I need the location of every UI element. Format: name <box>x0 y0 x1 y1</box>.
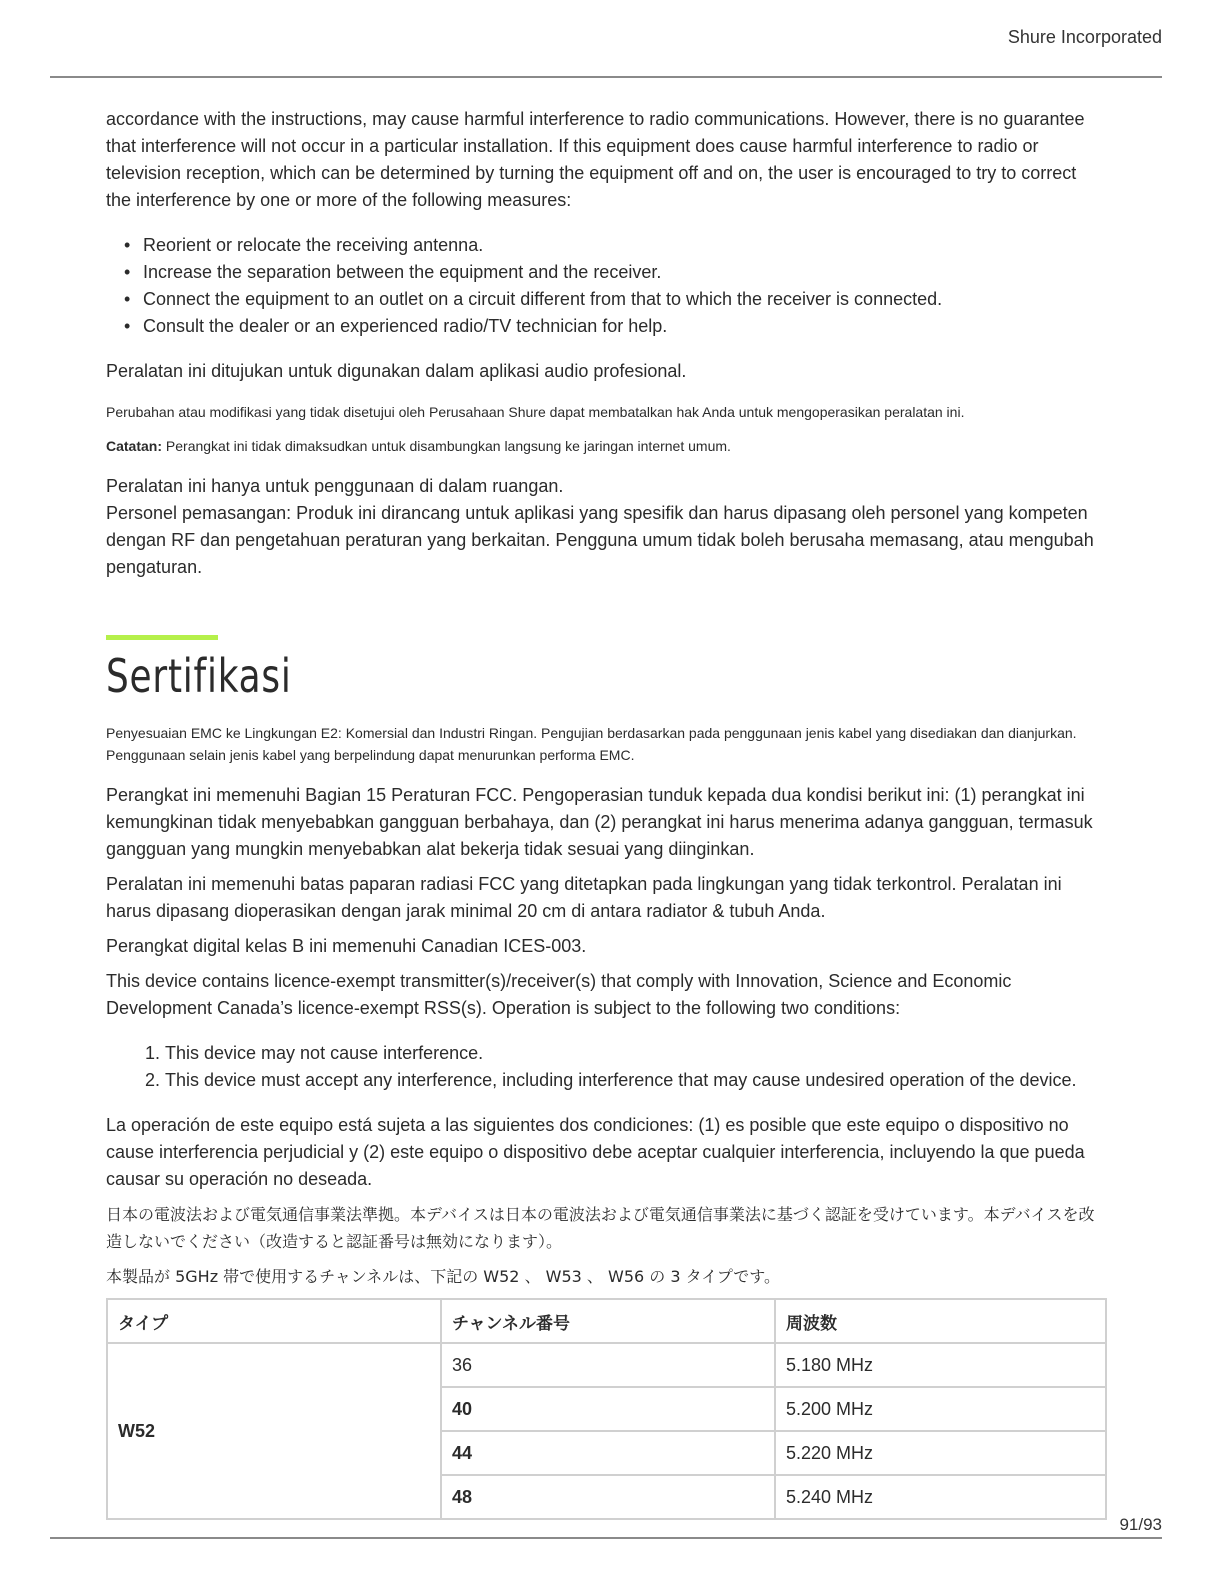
section-title: Sertifikasi <box>106 649 292 703</box>
indoor-use-statement: Peralatan ini hanya untuk penggunaan di dalam ruangan. <box>106 476 564 496</box>
note-paragraph <box>106 435 1106 457</box>
frequency-cell: 5.200 MHz <box>775 1387 1106 1431</box>
list-item: • Consult the dealer or an experienced radio/TV technician for help. <box>143 313 1106 340</box>
page-content <box>106 106 1106 1520</box>
channel-frequency-table <box>106 1298 1107 1520</box>
channel-cell: 44 <box>441 1431 775 1475</box>
modification-warning: Perubahan atau modifikasi yang tidak disetujui oleh Perusahaan Shure dapat membatalkan hak Anda untuk mengoperasikan peralatan ini. <box>106 404 965 420</box>
interference-measures-list <box>106 232 1106 340</box>
fcc-part15-statement: Perangkat ini memenuhi Bagian 15 Peraturan FCC. Pengoperasian tunduk kepada dua kondisi berikut ini: (1) perangkat ini kemungkinan tidak menyebabkan gangguan berbahaya, dan (2) perangkat ini harus menerima adanya gangguan, termasuk gangguan yang mungkin menyebabkan alat bekerja tidak sesuai yang diinginkan. <box>106 785 1093 859</box>
list-item: • Connect the equipment to an outlet on a circuit different from that to which the receiver is connected. <box>143 286 1106 313</box>
column-header-frequency: 周波数 <box>775 1299 1106 1343</box>
channel-cell: 36 <box>441 1343 775 1387</box>
footer-divider <box>50 1537 1162 1539</box>
japanese-channel-statement: 本製品が 5GHz 帯で使用するチャンネルは、下記の W52 、 W53 、 W56 の 3 タイプです。 <box>106 1267 781 1286</box>
section-accent-bar <box>106 635 218 640</box>
emc-statement: Penyesuaian EMC ke Lingkungan E2: Komersial dan Industri Ringan. Pengujian berdasarkan pada penggunaan jenis kabel yang disediakan dan dianjurkan. Penggunaan selain jenis kabel yang berpelindung dapat menurunkan performa EMC. <box>106 725 1077 763</box>
japanese-radio-statement: 日本の電波法および電気通信事業法準拠。本デバイスは日本の電波法および電気通信事業法に基づく認証を受けています。本デバイスを改造しないでください（改造すると認証番号は無効になります）。 <box>106 1205 1095 1251</box>
channel-cell: 48 <box>441 1475 775 1519</box>
column-header-type: タイプ <box>107 1299 441 1343</box>
list-item: 1. This device may not cause interference. <box>165 1040 1106 1067</box>
spanish-statement: La operación de este equipo está sujeta a las siguientes dos condiciones: (1) es posible que este equipo o dispositivo no cause interferencia perjudicial y (2) este equipo o dispositivo debe aceptar cualquier interferencia, incluyendo la que pueda causar su operación no deseada. <box>106 1115 1085 1189</box>
header-company-name: Shure Incorporated <box>1007 27 1162 47</box>
list-item: 2. This device must accept any interference, including interference that may cause undesired operation of the device. <box>165 1067 1106 1094</box>
note-label: Catatan: <box>106 438 163 454</box>
channel-cell: 40 <box>441 1387 775 1431</box>
pro-audio-statement: Peralatan ini ditujukan untuk digunakan dalam aplikasi audio profesional. <box>106 361 687 381</box>
list-item: • Increase the separation between the equipment and the receiver. <box>143 259 1106 286</box>
ised-statement: This device contains licence-exempt transmitter(s)/receiver(s) that comply with Innovation, Science and Economic Development Canada’s licence-exempt RSS(s). Operation is subject to the following two conditions: <box>106 971 1012 1018</box>
type-cell: W52 <box>107 1343 441 1519</box>
table-header-row <box>107 1299 1106 1343</box>
installation-statement: Personel pemasangan: Produk ini dirancang untuk aplikasi yang spesifik dan harus dipasang oleh personel yang kompeten dengan RF dan pengetahuan peraturan yang berkaitan. Pengguna umum tidak boleh berusaha memasang, atau mengubah pengaturan. <box>106 503 1094 577</box>
frequency-cell: 5.240 MHz <box>775 1475 1106 1519</box>
column-header-channel: チャンネル番号 <box>441 1299 775 1343</box>
frequency-cell: 5.220 MHz <box>775 1431 1106 1475</box>
intro-paragraph: accordance with the instructions, may cause harmful interference to radio communications. However, there is no guarantee that interference will not occur in a particular installation. If this equipment does cause harmful interference to radio or television reception, which can be determined by turning the equipment off and on, the user is encouraged to try to correct the interference by one or more of the following measures: <box>106 109 1085 210</box>
note-text: Perangkat ini tidak dimaksudkan untuk disambungkan langsung ke jaringan internet umum. <box>162 438 731 454</box>
list-item: • Reorient or relocate the receiving antenna. <box>143 232 1106 259</box>
table-row <box>107 1343 1106 1387</box>
conditions-list <box>106 1040 1106 1094</box>
page-number: 91/93 <box>1119 1515 1162 1534</box>
ices-statement: Perangkat digital kelas B ini memenuhi Canadian ICES-003. <box>106 936 587 956</box>
frequency-cell: 5.180 MHz <box>775 1343 1106 1387</box>
fcc-radiation-statement: Peralatan ini memenuhi batas paparan radiasi FCC yang ditetapkan pada lingkungan yang tidak terkontrol. Peralatan ini harus dipasang dioperasikan dengan jarak minimal 20 cm di antara radiator & tubuh Anda. <box>106 874 1062 921</box>
header-divider <box>50 76 1162 78</box>
